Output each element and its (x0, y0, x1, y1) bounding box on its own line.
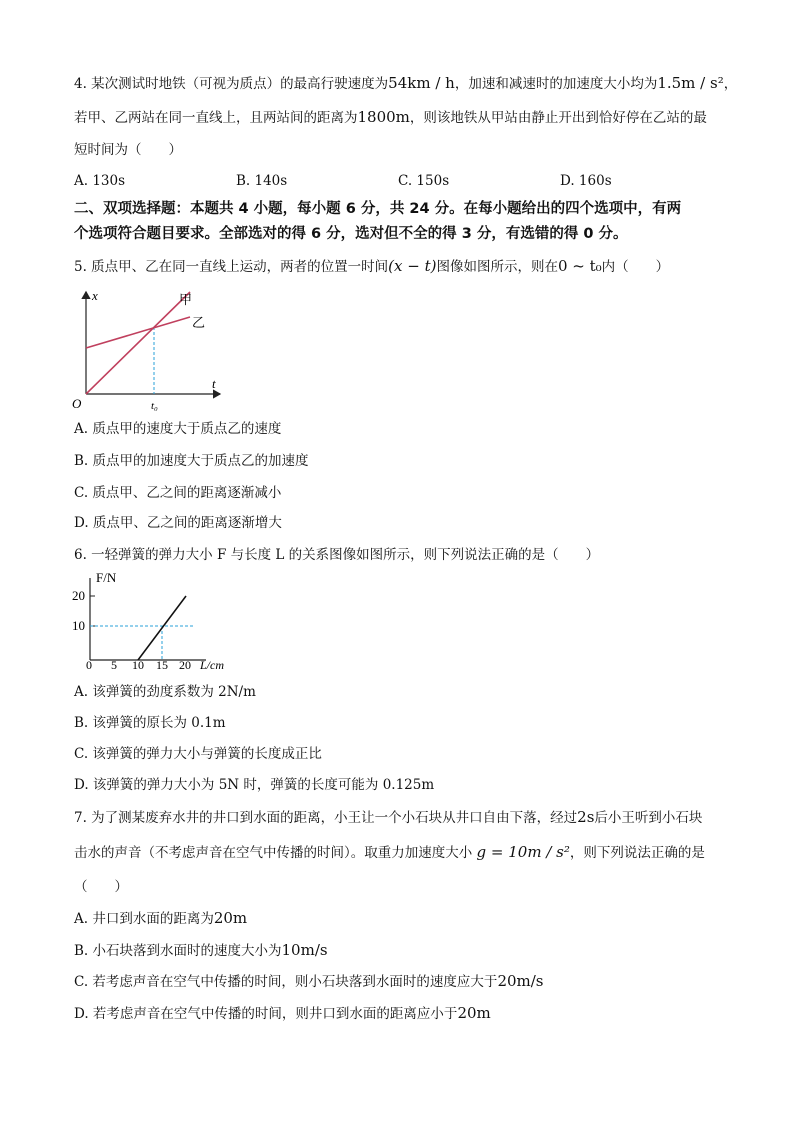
q4-text: 4. 某次测试时地铁（可视为质点）的最高行驶速度为 (74, 76, 389, 92)
q7-text: 7. 为了测某废弃水井的井口到水面的距离，小王让一个小石块从井口自由下落，经过 (74, 810, 578, 826)
q7-option-text: D. 若考虑声音在空气中传播的时间，则井口到水面的距离应小于 (74, 1006, 458, 1022)
q6-option-b[interactable]: B. 该弹簧的原长为 0.1m (74, 715, 226, 731)
q4-line-3: 短时间为（ ） (74, 142, 182, 158)
q7-text: ，则下列说法正确的是 (569, 845, 705, 861)
q7-text: 后小王听到小石块 (594, 810, 703, 826)
q4-text: ， (723, 76, 738, 92)
q5-option-c[interactable]: C. 质点甲、乙之间的距离逐渐减小 (74, 485, 282, 501)
q7-option-b[interactable] (74, 941, 328, 960)
q4-text: 若甲、乙两站在同一直线上，且两站间的距离为 (74, 110, 358, 126)
q4-option-b[interactable]: B. 140s (236, 173, 288, 189)
q7-line-3: （ ） (74, 879, 128, 895)
q7-option-text: C. 若考虑声音在空气中传播的时间，则小石块落到水面时的速度应大于 (74, 974, 498, 990)
q6-x-tick-5: 5 (111, 658, 117, 672)
q7-option-value: 20m (457, 1004, 491, 1022)
q7-line-1 (74, 808, 702, 827)
q5-option-a[interactable]: A. 质点甲的速度大于质点乙的速度 (74, 421, 282, 437)
q6-option-c[interactable]: C. 该弹簧的弹力大小与弹簧的长度成正比 (74, 746, 322, 762)
q5-y-axis-label: x (92, 288, 98, 303)
q7-option-a[interactable] (74, 909, 247, 928)
q5-yi-label: 乙 (192, 315, 206, 330)
q4-option-c[interactable]: C. 150s (398, 173, 450, 189)
q4-distance: 1800m (357, 108, 410, 126)
q4-option-a[interactable]: A. 130s (74, 173, 126, 189)
q6-x-tick-0: 0 (86, 658, 92, 672)
q6-y-tick-10: 10 (72, 618, 85, 633)
q6-y-axis-label: F/N (96, 570, 117, 585)
q6-x-tick-10: 10 (132, 658, 144, 672)
q7-time: 2s (577, 808, 595, 826)
q5-t0-label: t₀ (151, 400, 158, 412)
q6-fl-graph (66, 566, 246, 672)
q5-range: 0 ~ t₀ (557, 257, 602, 275)
q5-stem (74, 257, 669, 276)
q7-option-value: 10m/s (281, 941, 328, 959)
q6-x-axis-label: L/cm (200, 658, 224, 672)
q7-line-2 (74, 843, 705, 862)
q6-force-line (138, 596, 186, 660)
q5-origin-label: O (72, 396, 82, 411)
q6-x-tick-15: 15 (156, 658, 168, 672)
q6-x-tick-20: 20 (179, 658, 191, 672)
q5-text: 图像如图所示，则在 (436, 259, 558, 275)
q5-text: 内（ ） (601, 259, 670, 275)
q5-option-b[interactable]: B. 质点甲的加速度大于质点乙的加速度 (74, 453, 309, 469)
q4-text: ，加速和减速时的加速度大小均为 (454, 76, 658, 92)
q6-option-d[interactable]: D. 该弹簧的弹力大小为 5N 时，弹簧的长度可能为 0.125m (74, 777, 435, 793)
q7-option-value: 20m (213, 909, 248, 927)
q7-option-text: B. 小石块落到水面时的速度大小为 (74, 943, 282, 959)
q4-speed: 54km / h (388, 74, 455, 92)
q7-gravity: g = 10m / s² (476, 843, 570, 861)
q5-option-d[interactable]: D. 质点甲、乙之间的距离逐渐增大 (74, 515, 282, 531)
q5-text: 5. 质点甲、乙在同一直线上运动，两者的位置一时间 (74, 259, 389, 275)
q5-xt: (x − t) (388, 257, 437, 275)
q6-option-a[interactable]: A. 该弹簧的劲度系数为 2N/m (74, 684, 256, 700)
q7-option-d[interactable] (74, 1004, 491, 1023)
q6-stem: 6. 一轻弹簧的弹力大小 F 与长度 L 的关系图像如图所示，则下列说法正确的是（ ） (74, 547, 600, 563)
q4-line-1 (74, 74, 737, 93)
section-2-heading-line-2: 个选项符合题目要求。全部选对的得 6 分，选对但不全的得 3 分，有选错的得 0 分。 (74, 226, 628, 242)
q4-text: ，则该地铁从甲站由静止开出到恰好停在乙站的最 (409, 110, 707, 126)
q5-x-axis-label: t (212, 376, 216, 391)
q4-line-2 (74, 108, 707, 127)
q5-xt-graph (68, 284, 228, 414)
q6-y-tick-20: 20 (72, 588, 85, 603)
q7-option-c[interactable] (74, 972, 544, 991)
q5-jia-label: 甲 (179, 292, 193, 307)
q4-option-d[interactable]: D. 160s (560, 173, 612, 189)
q4-acceleration: 1.5m / s² (657, 74, 724, 92)
q7-option-text: A. 井口到水面的距离为 (74, 911, 214, 927)
q7-option-value: 20m/s (497, 972, 544, 990)
section-2-heading-line-1: 二、双项选择题：本题共 4 小题，每小题 6 分，共 24 分。在每小题给出的四个选项中，有两 (74, 201, 682, 217)
q7-text: 击水的声音（不考虑声音在空气中传播的时间）。取重力加速度大小 (74, 845, 473, 861)
